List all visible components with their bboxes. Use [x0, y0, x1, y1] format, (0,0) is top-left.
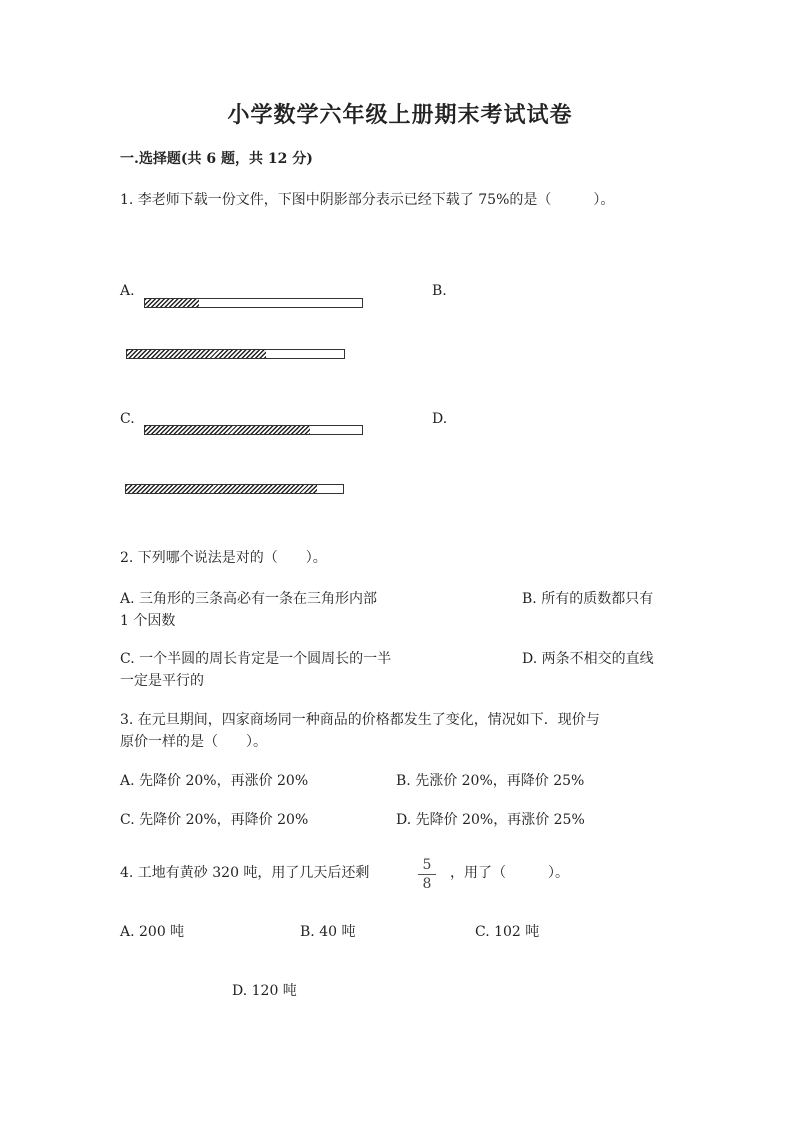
q4-option-c: C. 102 吨 [475, 924, 540, 940]
q1-bar-3-fill [145, 426, 310, 434]
q2-option-b-cont: 1 个因数 [120, 613, 176, 629]
q1-bar-1-fill [145, 299, 199, 307]
q1-bar-4-fill [126, 485, 317, 493]
q1-bar-1 [144, 298, 363, 308]
q1-bar-2 [126, 349, 345, 359]
q4-option-a: A. 200 吨 [120, 924, 185, 940]
q1-label-b: B. [432, 283, 447, 299]
q2-option-c: C. 一个半圆的周长肯定是一个圆周长的一半 [120, 651, 392, 667]
q1-bar-2-fill [127, 350, 266, 358]
q4-fraction-denominator: 8 [422, 876, 432, 892]
question-4-text-before: 4. 工地有黄砂 320 吨，用了几天后还剩 [120, 865, 370, 881]
q4-fraction-bar [418, 874, 436, 875]
q2-option-a: A. 三角形的三条高必有一条在三角形内部 [120, 591, 378, 607]
question-4-text-after: ，用了（ ）。 [450, 865, 569, 881]
q2-option-b: B. 所有的质数都只有 [522, 591, 654, 607]
q4-option-d: D. 120 吨 [232, 983, 297, 999]
q3-option-c: C. 先降价 20%，再降价 20% [120, 812, 309, 828]
q4-fraction [418, 857, 436, 892]
q3-option-b: B. 先涨价 20%，再降价 25% [396, 773, 585, 789]
question-1-text: 1. 李老师下载一份文件，下图中阴影部分表示已经下载了 75%的是（ ）。 [120, 192, 615, 208]
q1-label-a: A. [120, 283, 135, 299]
page-title: 小学数学六年级上册期末考试试卷 [227, 102, 573, 128]
q1-bar-4 [125, 484, 344, 494]
q1-bar-3 [144, 425, 363, 435]
q4-option-b: B. 40 吨 [300, 924, 356, 940]
q1-label-d: D. [432, 411, 448, 427]
q4-fraction-numerator: 5 [422, 857, 432, 873]
question-3-line-2: 原价一样的是（ ）。 [120, 734, 267, 750]
q1-label-c: C. [120, 411, 135, 427]
q2-option-d-cont: 一定是平行的 [120, 673, 204, 689]
q3-option-d: D. 先降价 20%，再涨价 25% [396, 812, 585, 828]
q3-option-a: A. 先降价 20%，再涨价 20% [120, 773, 309, 789]
question-2-text: 2. 下列哪个说法是对的（ ）。 [120, 550, 327, 566]
section-heading: 一.选择题(共 6 题，共 12 分) [120, 151, 313, 167]
q2-option-d: D. 两条不相交的直线 [522, 651, 654, 667]
question-3-line-1: 3. 在元旦期间，四家商场同一种商品的价格都发生了变化，情况如下．现价与 [120, 712, 600, 728]
